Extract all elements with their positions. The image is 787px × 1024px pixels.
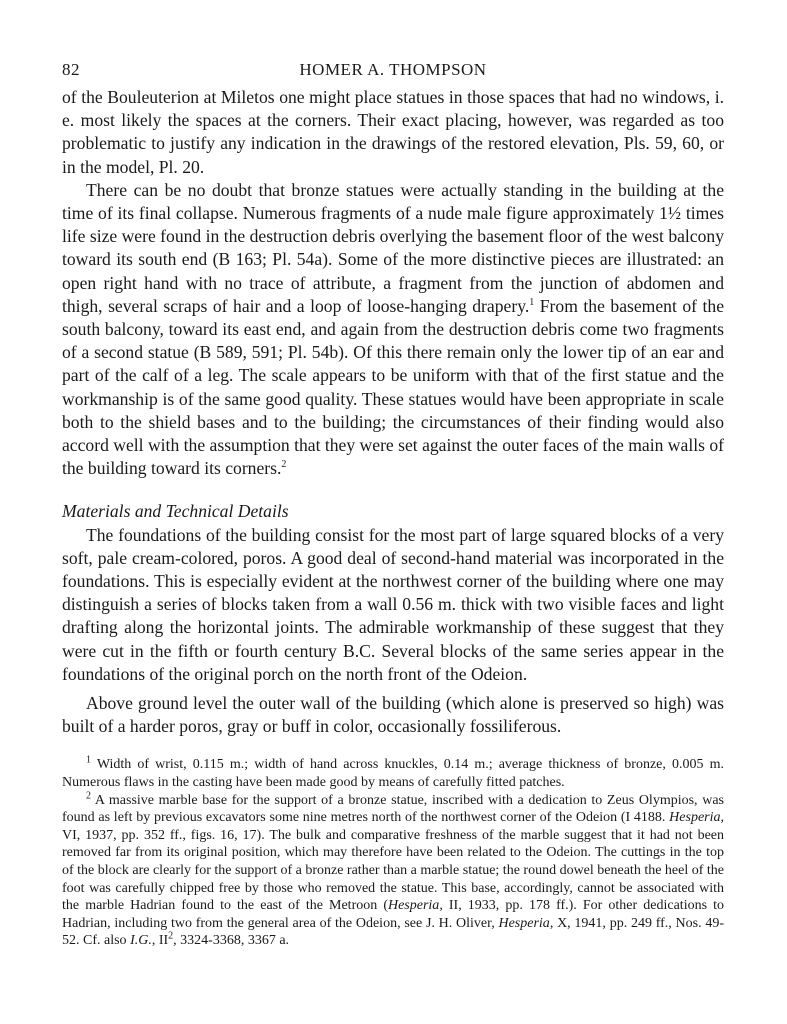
footnote-2-text-e: , II xyxy=(151,933,169,949)
footnote-2-journal-2: Hesperia xyxy=(387,898,440,914)
footnote-1-mark: 1 xyxy=(86,754,91,766)
footnote-2-text-b: , VI, 1937, pp. 352 ff., figs. 16, 17). The bulk and comparative freshness of the marble suggest that it had not been removed far from its original position, which may therefore have been related to the Odeion. The cuttings in the top of the block are clearly for the support of a bronze rather than a marble statue; the round dowel beneath the heel of the foot was carefully chipped free by those who removed the statue. This base, accordingly, cannot be associated with the marble Hadrian found to the east of the Metroon ( xyxy=(62,810,725,914)
footnote-2-text-a: A massive marble base for the support of a bronze statue, inscribed with a dedication to Zeus Olympios, was found as left by previous excavators some nine metres north of the northwest corner of the Odeion (I 4188. xyxy=(62,792,724,826)
paragraph-2-part-a: There can be no doubt that bronze statues were actually standing in the building at the time of its final collapse. Numerous fragments of a nude male figure approximately 1½ times life size were found in the destruction debris overlying the basement floor of the west balcony toward its south end (B 163; Pl. 54a). Some of the more distinctive pieces are illustrated: an open right hand with no trace of attribute, a fragment from the junction of abdomen and thigh, several scraps of hair and a loop of loose-hanging drapery. xyxy=(62,179,725,316)
body-text xyxy=(62,86,724,738)
page-number: 82 xyxy=(62,60,80,79)
paragraph-2 xyxy=(62,179,724,481)
footnotes xyxy=(62,756,724,950)
footnote-2-journal-3: Hesperia xyxy=(498,915,550,931)
footnote-2-text-f: , 3324-3368, 3367 a. xyxy=(173,933,290,949)
footnote-ref-1[interactable]: 1 xyxy=(529,296,535,308)
footnote-2-journal-1: Hesperia xyxy=(669,810,721,826)
running-head: HOMER A. THOMPSON xyxy=(299,60,487,79)
footnote-2-text-d: , X, 1941, pp. 249 ff., Nos. 49-52. Cf. also xyxy=(62,915,725,949)
footnote-2-sup: 2 xyxy=(168,930,174,942)
page xyxy=(62,60,724,950)
footnote-1 xyxy=(62,756,724,791)
paragraph-1: of the Bouleuterion at Miletos one might place statues in those spaces that had no windows, i. e. most likely the spaces at the corners. Their exact placing, however, was regarded as too problematic to justify any indication in the drawings of the restored elevation, Pls. 59, 60, or in the model, Pl. 20. xyxy=(62,87,724,177)
footnote-ref-2[interactable]: 2 xyxy=(281,459,287,471)
page-header xyxy=(62,60,724,86)
footnote-1-text: Width of wrist, 0.115 m.; width of hand across knuckles, 0.14 m.; average thickness of bronze, 0.005 m. Numerous flaws in the casting have been made good by means of carefully fitted patches. xyxy=(62,757,724,791)
footnote-2-mark: 2 xyxy=(86,790,91,802)
paragraph-2-part-b: From the basement of the south balcony, toward its east end, and again from the destruction debris come two fragments of a second statue (B 589, 591; Pl. 54b). Of this there remain only the lower tip of an ear and part of the calf of a leg. The scale appears to be uniform with that of the first statue and the workmanship is of the same good quality. These statues would have been appropriate in scale both to the shield bases and to the building; the circumstances of their finding would also accord well with the assumption that they were set against the outer faces of the main walls of the building toward its corners. xyxy=(62,295,724,479)
paragraph-4: Above ground level the outer wall of the building (which alone is preserved so high) was built of a harder poros, gray or buff in color, occasionally fossiliferous. xyxy=(62,693,724,737)
footnote-2-text-c: , II, 1933, pp. 178 ff.). For other dedications to Hadrian, including two from the general area of the Odeion, see J. H. Oliver, xyxy=(62,898,725,931)
paragraph-3: The foundations of the building consist for the most part of large squared blocks of a very soft, pale cream-colored, poros. A good deal of second-hand material was incorporated in the foundations. This is especially evident at the northwest corner of the building where one may distinguish a series of blocks taken from a wall 0.56 m. thick with two visible faces and light drafting along the horizontal joints. The admirable workmanship of these suggest that they were cut in the fifth or fourth century B.C. Several blocks of the same series appear in the foundations of the original porch on the north front of the Odeion. xyxy=(62,524,724,684)
footnote-2-ig: I.G. xyxy=(130,933,152,949)
section-heading: Materials and Technical Details xyxy=(62,501,289,522)
footnote-2 xyxy=(62,792,724,950)
